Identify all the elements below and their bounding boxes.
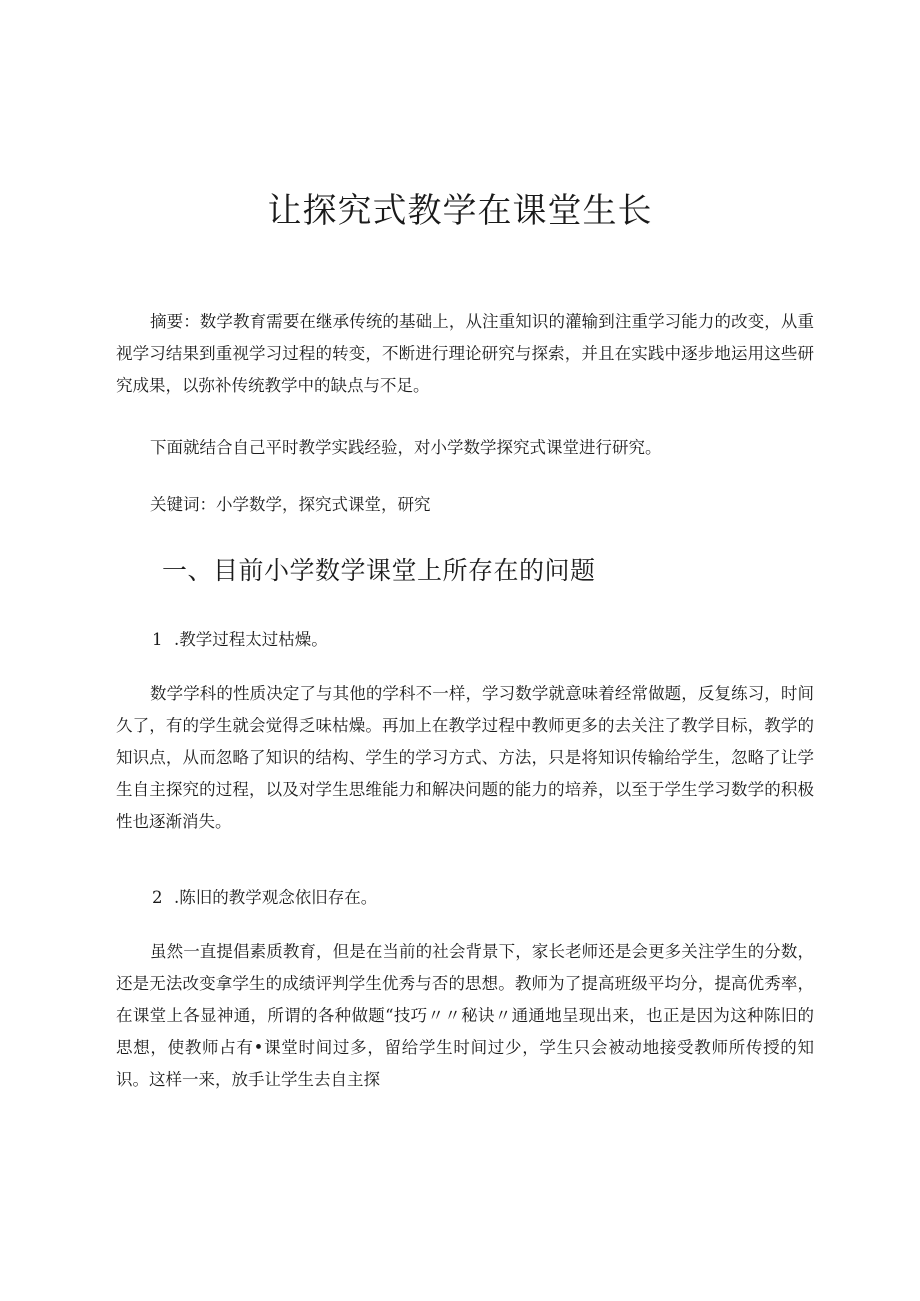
subsection-number: 2 xyxy=(152,888,163,907)
subsection-number: 1 xyxy=(152,630,163,649)
subsection-title: .教学过程太过枯燥。 xyxy=(174,630,328,649)
keywords-line: 关键词：小学数学，探究式课堂，研究 xyxy=(150,495,431,514)
subsection-body-2: 虽然一直提倡素质教育，但是在当前的社会背景下，家长老师还是会更多关注学生的分数，还是无法改变拿学生的成绩评判学生优秀与否的思想。教师为了提高班级平均分，提高优秀率，在课堂上各显神通，所谓的各种做题“技巧〃〃秘诀〃通通地呈现出来，也正是因为这种陈旧的思想，使教师占有•课堂时间过多，留给学生时间过少，学生只会被动地接受教师所传授的知识。这样一来，放手让学生去自主探 xyxy=(116,942,814,1089)
subsection-title: .陈旧的教学观念依旧存在。 xyxy=(174,888,378,907)
abstract-paragraph: 摘要：数学教育需要在继承传统的基础上，从注重知识的灌输到注重学习能力的改变，从重视学习结果到重视学习过程的转变，不断进行理论研究与探索，并且在实践中逐步地运用这些研究成果，以弥补传统教学中的缺点与不足。 xyxy=(116,312,814,395)
subsection-body-1: 数学学科的性质决定了与其他的学科不一样，学习数学就意味着经常做题，反复练习，时间久了，有的学生就会觉得乏味枯燥。再加上在教学过程中教师更多的去关注了教学目标，教学的知识点，从而忽略了知识的结构、学生的学习方式、方法，只是将知识传输给学生，忽略了让学生自主探究的过程，以及对学生思维能力和解决问题的能力的培养，以至于学生学习数学的积极性也逐渐消失。 xyxy=(116,684,814,831)
document-title: 让探究式教学在课堂生长 xyxy=(267,190,653,231)
subsection-heading-1 xyxy=(152,624,328,656)
section-heading-1: 一、目前小学数学课堂上所存在的问题 xyxy=(162,556,596,585)
intro-paragraph: 下面就结合自己平时教学实践经验，对小学数学探究式课堂进行研究。 xyxy=(150,438,662,457)
subsection-heading-2 xyxy=(152,882,377,914)
